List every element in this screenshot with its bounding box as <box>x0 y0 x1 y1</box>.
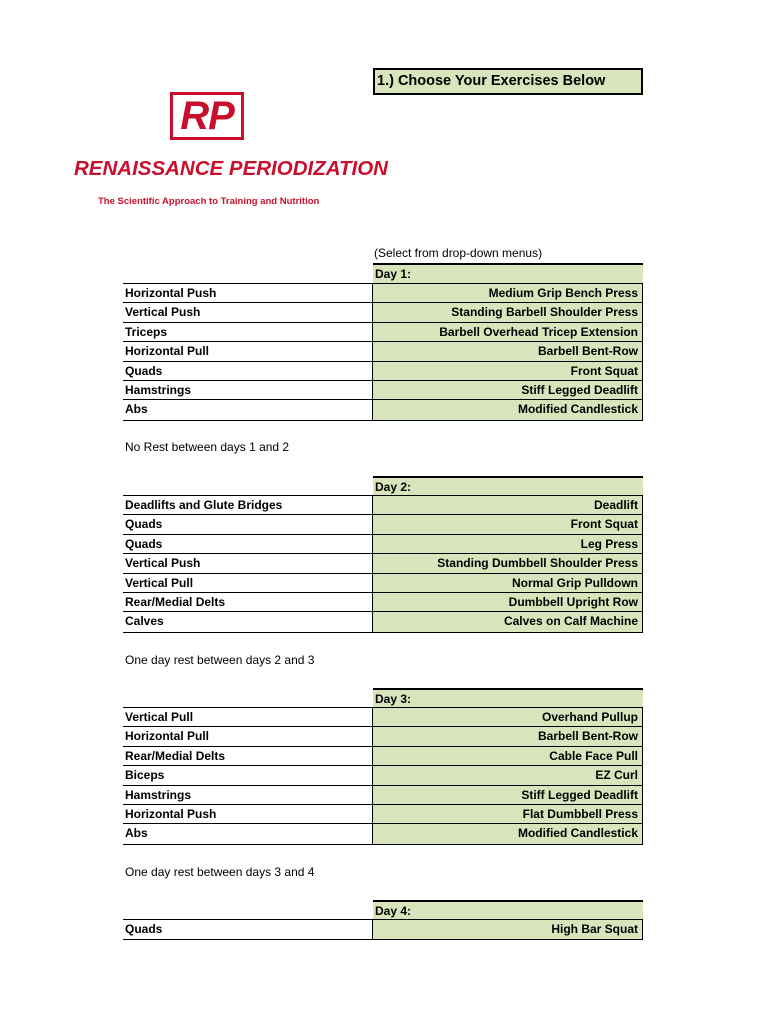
category-cell: Horizontal Push <box>123 284 373 302</box>
category-cell: Rear/Medial Delts <box>123 747 373 765</box>
rp-logo-name: RENAISSANCE PERIODIZATION <box>74 157 388 180</box>
table-row <box>123 593 643 612</box>
category-cell: Vertical Pull <box>123 708 373 726</box>
exercise-dropdown[interactable]: Dumbbell Upright Row <box>373 593 643 611</box>
exercise-dropdown[interactable]: Cable Face Pull <box>373 747 643 765</box>
page-title: 1.) Choose Your Exercises Below <box>373 68 643 95</box>
table-row <box>123 535 643 554</box>
exercise-dropdown[interactable]: Front Squat <box>373 515 643 533</box>
table-row <box>123 747 643 766</box>
rp-logo <box>62 70 388 222</box>
category-cell: Vertical Pull <box>123 574 373 592</box>
category-cell: Calves <box>123 612 373 631</box>
exercise-dropdown[interactable]: Deadlift <box>373 496 643 514</box>
table-row <box>123 381 643 400</box>
day-4-table <box>123 919 643 940</box>
rest-note-2: One day rest between days 2 and 3 <box>125 653 315 667</box>
table-row <box>123 727 643 746</box>
category-cell: Hamstrings <box>123 786 373 804</box>
exercise-dropdown[interactable]: Barbell Bent-Row <box>373 727 643 745</box>
table-row <box>123 284 643 303</box>
day-3-table <box>123 707 643 845</box>
table-row <box>123 574 643 593</box>
rest-note-1: No Rest between days 1 and 2 <box>125 440 290 454</box>
category-cell: Rear/Medial Delts <box>123 593 373 611</box>
exercise-dropdown[interactable]: Standing Dumbbell Shoulder Press <box>373 554 643 572</box>
exercise-dropdown[interactable]: Modified Candlestick <box>373 400 643 419</box>
exercise-dropdown[interactable]: Medium Grip Bench Press <box>373 284 643 302</box>
category-cell: Abs <box>123 824 373 843</box>
category-cell: Deadlifts and Glute Bridges <box>123 496 373 514</box>
exercise-dropdown[interactable]: Modified Candlestick <box>373 824 643 843</box>
category-cell: Biceps <box>123 766 373 784</box>
category-cell: Horizontal Pull <box>123 342 373 360</box>
table-row <box>123 362 643 381</box>
table-row <box>123 766 643 785</box>
table-row <box>123 496 643 515</box>
exercise-dropdown[interactable]: Stiff Legged Deadlift <box>373 786 643 804</box>
exercise-dropdown[interactable]: Barbell Overhead Tricep Extension <box>373 323 643 341</box>
table-row <box>123 805 643 824</box>
category-cell: Horizontal Pull <box>123 727 373 745</box>
table-row <box>123 515 643 534</box>
exercise-dropdown[interactable]: Flat Dumbbell Press <box>373 805 643 823</box>
category-cell: Triceps <box>123 323 373 341</box>
day-2-header: Day 2: <box>373 476 643 496</box>
category-cell: Vertical Push <box>123 303 373 321</box>
table-row <box>123 342 643 361</box>
table-row <box>123 554 643 573</box>
category-cell: Quads <box>123 362 373 380</box>
table-row <box>123 323 643 342</box>
exercise-dropdown[interactable]: High Bar Squat <box>373 920 643 939</box>
instruction-note: (Select from drop-down menus) <box>374 246 543 260</box>
table-row <box>123 612 643 631</box>
day-3-header: Day 3: <box>373 688 643 708</box>
day-4-header: Day 4: <box>373 900 643 920</box>
table-row <box>123 920 643 939</box>
table-row <box>123 708 643 727</box>
table-row <box>123 400 643 419</box>
rp-logo-mark-text: RP <box>180 94 234 138</box>
category-cell: Abs <box>123 400 373 419</box>
day-1-table <box>123 283 643 421</box>
table-row <box>123 786 643 805</box>
category-cell: Quads <box>123 515 373 533</box>
exercise-dropdown[interactable]: Barbell Bent-Row <box>373 342 643 360</box>
exercise-dropdown[interactable]: Calves on Calf Machine <box>373 612 643 631</box>
exercise-dropdown[interactable]: Stiff Legged Deadlift <box>373 381 643 399</box>
category-cell: Vertical Push <box>123 554 373 572</box>
exercise-dropdown[interactable]: Overhand Pullup <box>373 708 643 726</box>
rest-note-3: One day rest between days 3 and 4 <box>125 865 315 879</box>
exercise-dropdown[interactable]: EZ Curl <box>373 766 643 784</box>
category-cell: Quads <box>123 920 373 939</box>
category-cell: Horizontal Push <box>123 805 373 823</box>
exercise-dropdown[interactable]: Standing Barbell Shoulder Press <box>373 303 643 321</box>
exercise-dropdown[interactable]: Leg Press <box>373 535 643 553</box>
table-row <box>123 303 643 322</box>
table-row <box>123 824 643 843</box>
exercise-dropdown[interactable]: Front Squat <box>373 362 643 380</box>
day-2-table <box>123 495 643 633</box>
rp-logo-tagline: The Scientific Approach to Training and Nutrition <box>98 196 320 207</box>
day-1-header: Day 1: <box>373 263 643 283</box>
category-cell: Quads <box>123 535 373 553</box>
exercise-dropdown[interactable]: Normal Grip Pulldown <box>373 574 643 592</box>
category-cell: Hamstrings <box>123 381 373 399</box>
rp-logo-mark <box>170 92 244 140</box>
